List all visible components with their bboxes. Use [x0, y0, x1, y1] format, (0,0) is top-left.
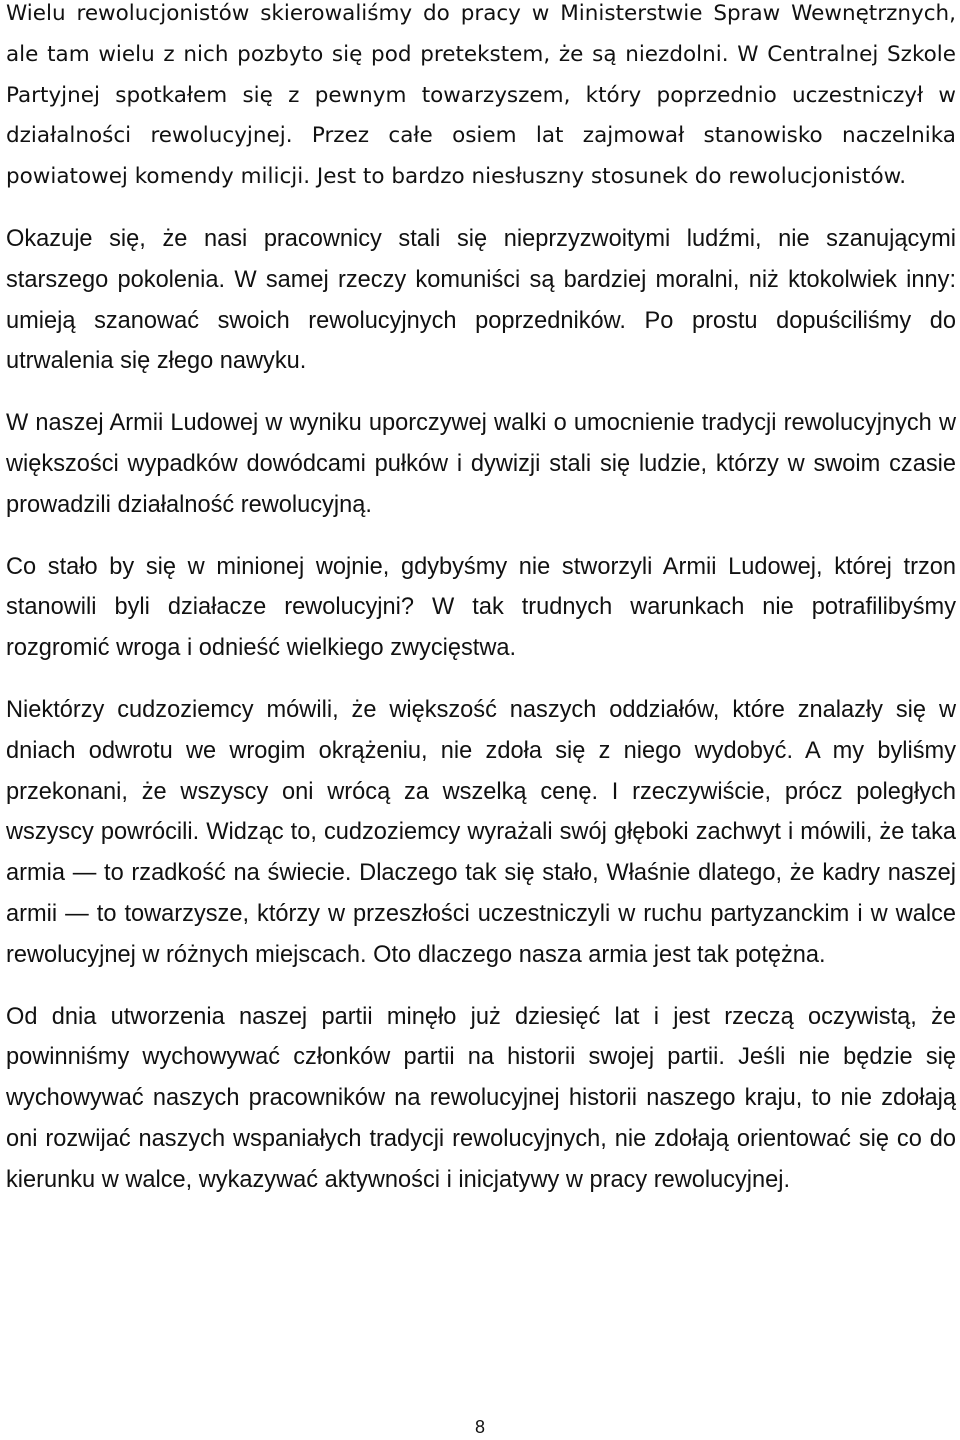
paragraph-3: W naszej Armii Ludowej w wyniku uporczywej walki o umocnienie tradycji rewolucyjnych w większości wypadków dowódcami pułków i dywizji stali się ludzie, którzy w swoim czasie prowadzili działalność rewolucyjną. — [6, 410, 956, 518]
paragraph-5: Niektórzy cudzoziemcy mówili, że większość naszych oddziałów, które znalazły się w dniach odwrotu we wrogim okrążeniu, nie zdoła się z niego wydobyć. A my byliśmy przekonani, że wszyscy oni wrócą za wszelką cenę. I rzeczywiście, prócz poległych wszyscy powrócili. Widząc to, cudzoziemcy wyrażali swój głęboki zachwyt i mówili, że taka armia — to rzadkość na świecie. Dlaczego tak się stało, Właśnie dlatego, że kadry naszej armii — to towarzysze, którzy w przeszłości uczestniczyli w ruchu partyzanckim i w walce rewolucyjnej w różnych miejscach. Oto dlaczego nasza armia jest tak potężna. — [6, 696, 956, 968]
paragraph-1: Wielu rewolucjonistów skierowaliśmy do pracy w Ministerstwie Spraw Wewnętrznych, ale tam wielu z nich pozbyto się pod pretekstem, że są niezdolni. W Centralnej Szkole Partyjnej spotkałem się z pewnym towarzyszem, który poprzednio uczestniczył w działalności rewolucyjnej. Przez całe osiem lat zajmował stanowisko naczelnika powiatowej komendy milicji. Jest to bardzo niesłuszny stosunek do rewolucjonistów. — [6, 1, 956, 190]
paragraph-6: Od dnia utworzenia naszej partii minęło już dziesięć lat i jest rzeczą oczywistą, że powinniśmy wychowywać członków partii na historii swojej partii. Jeśli nie będzie się wychowywać naszych pracowników na rewolucyjnej historii naszego kraju, to nie zdołają oni rozwijać naszych wspaniałych tradycji rewolucyjnych, nie zdołają orientować się co do kierunku w walce, wykazywać aktywności i inicjatywy w pracy rewolucyjnej. — [6, 1003, 956, 1193]
paragraph-2: Okazuje się, że nasi pracownicy stali się nieprzyzwoitymi ludźmi, nie szanującymi starszego pokolenia. W samej rzeczy komuniści są bardziej moralni, niż ktokolwiek inny: umieją szanować swoich rewolucyjnych poprzedników. Po prostu dopuściliśmy do utrwalenia się złego nawyku. — [6, 225, 956, 375]
document-body — [6, 0, 956, 1222]
paragraph-4: Co stało by się w minionej wojnie, gdybyśmy nie stworzyli Armii Ludowej, której trzon stanowili byli działacze rewolucyjni? W tak trudnych warunkach nie potrafilibyśmy rozgromić wroga i odnieść wielkiego zwycięstwa. — [6, 553, 956, 662]
page-number: 8 — [474, 1417, 485, 1437]
